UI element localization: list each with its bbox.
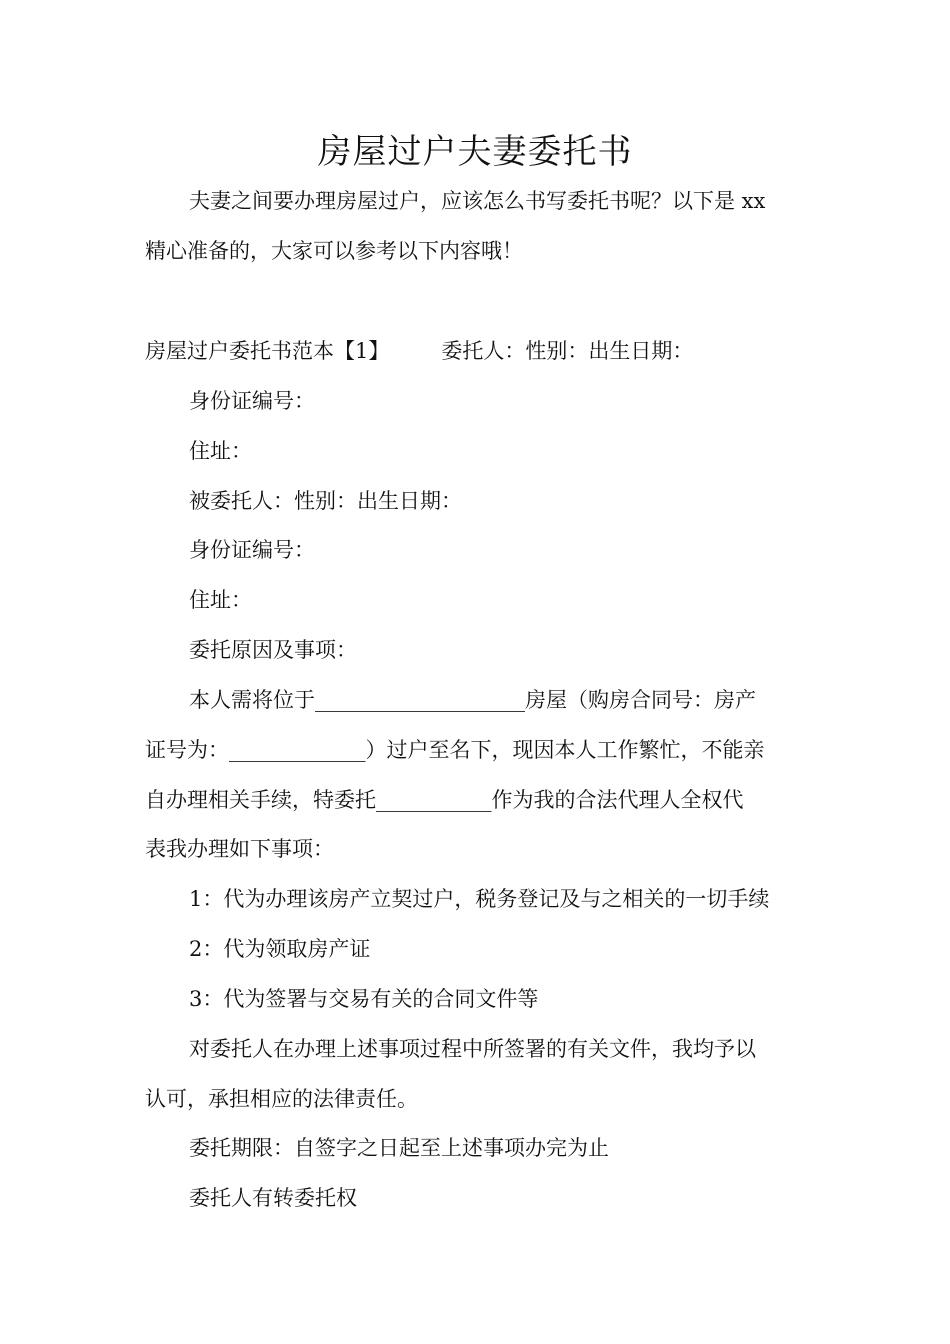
- subdelegation-line: 委托人有转委托权: [189, 1186, 357, 1210]
- principal-address: 住址：: [189, 439, 252, 463]
- list-item-2: 2：代为领取房产证: [189, 937, 371, 961]
- acknowledgement-line-2: 认可，承担相应的法律责任。: [145, 1087, 418, 1111]
- principal-line: 委托人：性别：出生日期：: [441, 339, 694, 363]
- term-line: 委托期限：自签字之日起至上述事项办完为止: [189, 1136, 609, 1160]
- body-line-4: 表我办理如下事项：: [145, 837, 334, 861]
- body-line-2: 证号为：_____________）过户至名下，现因本人工作繁忙，不能亲: [145, 738, 765, 762]
- document-title: 房屋过户夫妻委托书: [317, 132, 633, 172]
- principal-id: 身份证编号：: [189, 389, 315, 413]
- agent-line: 被委托人：性别：出生日期：: [189, 489, 462, 513]
- acknowledgement-line-1: 对委托人在办理上述事项过程中所签署的有关文件，我均予以: [189, 1037, 756, 1061]
- sample-heading-row: [145, 336, 815, 366]
- intro-line-2: 精心准备的，大家可以参考以下内容哦！: [145, 239, 523, 263]
- agent-address: 住址：: [189, 588, 252, 612]
- reason-heading: 委托原因及事项：: [189, 638, 357, 662]
- intro-line-1: 夫妻之间要办理房屋过户，应该怎么书写委托书呢？以下是 xx: [189, 189, 766, 213]
- list-item-1: 1：代为办理该房产立契过户，税务登记及与之相关的一切手续: [189, 887, 770, 911]
- list-item-3: 3：代为签署与交易有关的合同文件等: [189, 987, 539, 1011]
- sample-heading: 房屋过户委托书范本【1】: [145, 339, 390, 363]
- body-line-3: 自办理相关手续，特委托___________作为我的合法代理人全权代: [145, 788, 744, 812]
- body-line-1: 本人需将位于____________________房屋（购房合同号：房产: [189, 688, 756, 712]
- agent-id: 身份证编号：: [189, 538, 315, 562]
